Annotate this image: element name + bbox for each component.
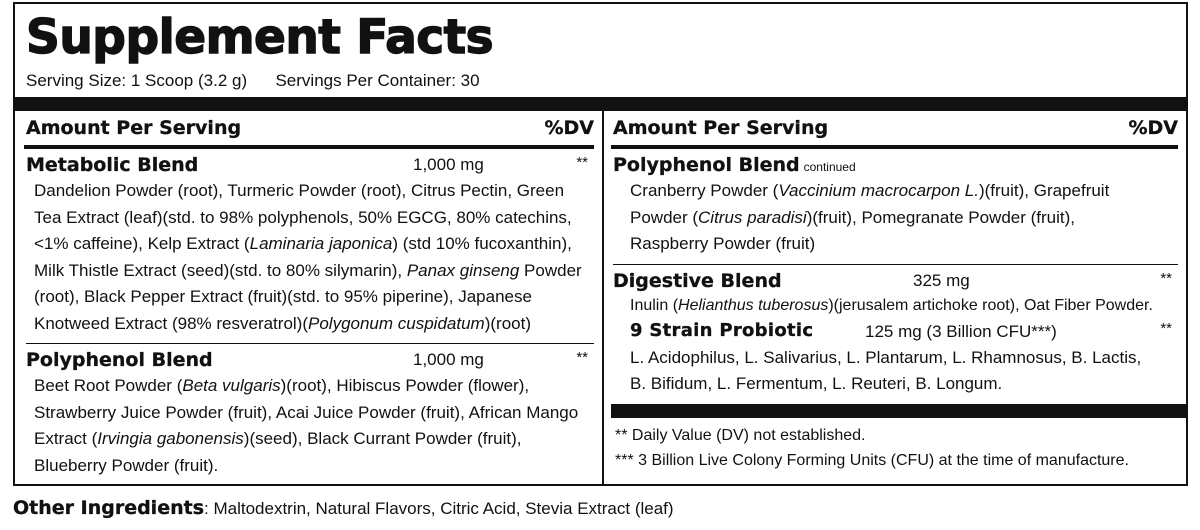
blend-amount: 325 mg — [913, 270, 970, 290]
metabolic-blend-row — [26, 153, 594, 178]
blend-amount: 1,000 mg — [413, 350, 484, 369]
other-ingredients — [13, 495, 674, 522]
ingredient-list — [26, 178, 594, 337]
header-divider — [611, 145, 1178, 149]
blend-name: Polyphenol Blend — [26, 349, 213, 371]
ingredient-line: Dandelion Powder (root), Turmeric Powder (root), Citrus Pectin, Green — [34, 181, 565, 200]
footnotes — [613, 423, 1178, 473]
amount-header-row — [26, 111, 594, 145]
ingredient-list — [613, 178, 1178, 258]
ingredient-line: Powder (Citrus paradisi)(fruit), Pomegranate Powder (fruit), — [630, 207, 1075, 227]
probiotic-dv: ** — [1160, 319, 1172, 337]
amount-per-serving-label: Amount Per Serving — [26, 117, 242, 139]
dv-label: %DV — [544, 117, 594, 139]
other-ingredients-text: : Maltodextrin, Natural Flavors, Citric Acid, Stevia Extract (leaf) — [204, 499, 674, 518]
ingredient-line: Knotweed Extract (98% resveratrol)(Polygonum cuspidatum)(root) — [34, 313, 531, 333]
digestive-blend-row — [613, 269, 1178, 294]
probiotic-name: 9 Strain Probiotic — [630, 319, 814, 341]
ingredient-line: (root), Black Pepper Extract (fruit)(std. to 95% piperine), Japanese — [34, 287, 532, 306]
right-column — [613, 111, 1178, 473]
header-divider — [24, 145, 594, 149]
blend-name: Digestive Blend — [613, 269, 782, 292]
ingredient-line: Beet Root Powder (Beta vulgaris)(root), Hibiscus Powder (flower), — [34, 376, 530, 395]
serving-info — [26, 71, 480, 91]
blend-dv: ** — [1160, 269, 1172, 287]
ingredient-line: Extract (Irvingia gabonensis)(seed), Black Currant Powder (fruit), — [34, 429, 522, 448]
polyphenol-blend-row — [26, 348, 594, 373]
ingredient-line: <1% caffeine), Kelp Extract (Laminaria japonica) (std 10% fucoxanthin), — [34, 234, 572, 253]
serving-size: Serving Size: 1 Scoop (3.2 g) — [26, 71, 248, 90]
blend-name — [613, 153, 856, 179]
ingredient-line: Strawberry Juice Powder (fruit), Acai Juice Powder (fruit), African Mango — [34, 402, 579, 422]
amount-per-serving-label: Amount Per Serving — [613, 117, 829, 139]
blend-dv: ** — [576, 154, 588, 171]
ingredient-line: Milk Thistle Extract (seed)(std. to 80% silymarin), Panax ginseng Powder — [34, 260, 582, 280]
ingredient-line: Cranberry Powder (Vaccinium macrocarpon L.)(fruit), Grapefruit — [630, 181, 1110, 200]
ingredient-list — [613, 294, 1178, 318]
probiotic-amount: 125 mg (3 Billion CFU***) — [865, 321, 1057, 341]
row-divider — [613, 264, 1178, 265]
ingredient-list — [613, 345, 1178, 398]
left-column — [26, 111, 594, 479]
probiotic-row — [613, 319, 1178, 345]
ingredient-line: Tea Extract (leaf)(std. to 98% polyphenols, 50% EGCG, 80% catechins, — [34, 207, 572, 227]
footnote-cfu: *** 3 Billion Live Colony Forming Units (CFU) at the time of manufacture. — [615, 451, 1129, 469]
blend-name-text: Polyphenol Blend — [613, 154, 800, 176]
dv-label: %DV — [1128, 117, 1178, 139]
ingredient-line: Inulin (Helianthus tuberosus)(jerusalem artichoke root), Oat Fiber Powder. — [630, 296, 1153, 314]
ingredient-line: B. Bifidum, L. Fermentum, L. Reuteri, B. Longum. — [630, 374, 1003, 393]
blend-dv: ** — [576, 349, 588, 366]
column-divider — [602, 111, 604, 486]
amount-header-row — [613, 111, 1178, 145]
continued-label: continued — [803, 160, 856, 174]
ingredient-list — [26, 373, 594, 479]
ingredient-line: L. Acidophilus, L. Salivarius, L. Plantarum, L. Rhamnosus, B. Lactis, — [630, 347, 1142, 367]
blend-name: Metabolic Blend — [26, 154, 199, 176]
polyphenol-continued-row — [613, 153, 1178, 178]
ingredient-line: Blueberry Powder (fruit). — [34, 455, 219, 475]
row-divider — [26, 343, 594, 344]
thick-divider — [15, 97, 1186, 111]
other-ingredients-label: Other Ingredients — [13, 497, 205, 519]
footnote-dv: ** Daily Value (DV) not established. — [615, 426, 866, 444]
blend-amount: 1,000 mg — [413, 155, 484, 174]
footnote-divider — [611, 404, 1186, 418]
servings-per-container: Servings Per Container: 30 — [275, 71, 480, 90]
supplement-facts-panel — [13, 2, 1188, 486]
panel-title: Supplement Facts — [26, 10, 494, 65]
ingredient-line: Raspberry Powder (fruit) — [630, 234, 816, 253]
